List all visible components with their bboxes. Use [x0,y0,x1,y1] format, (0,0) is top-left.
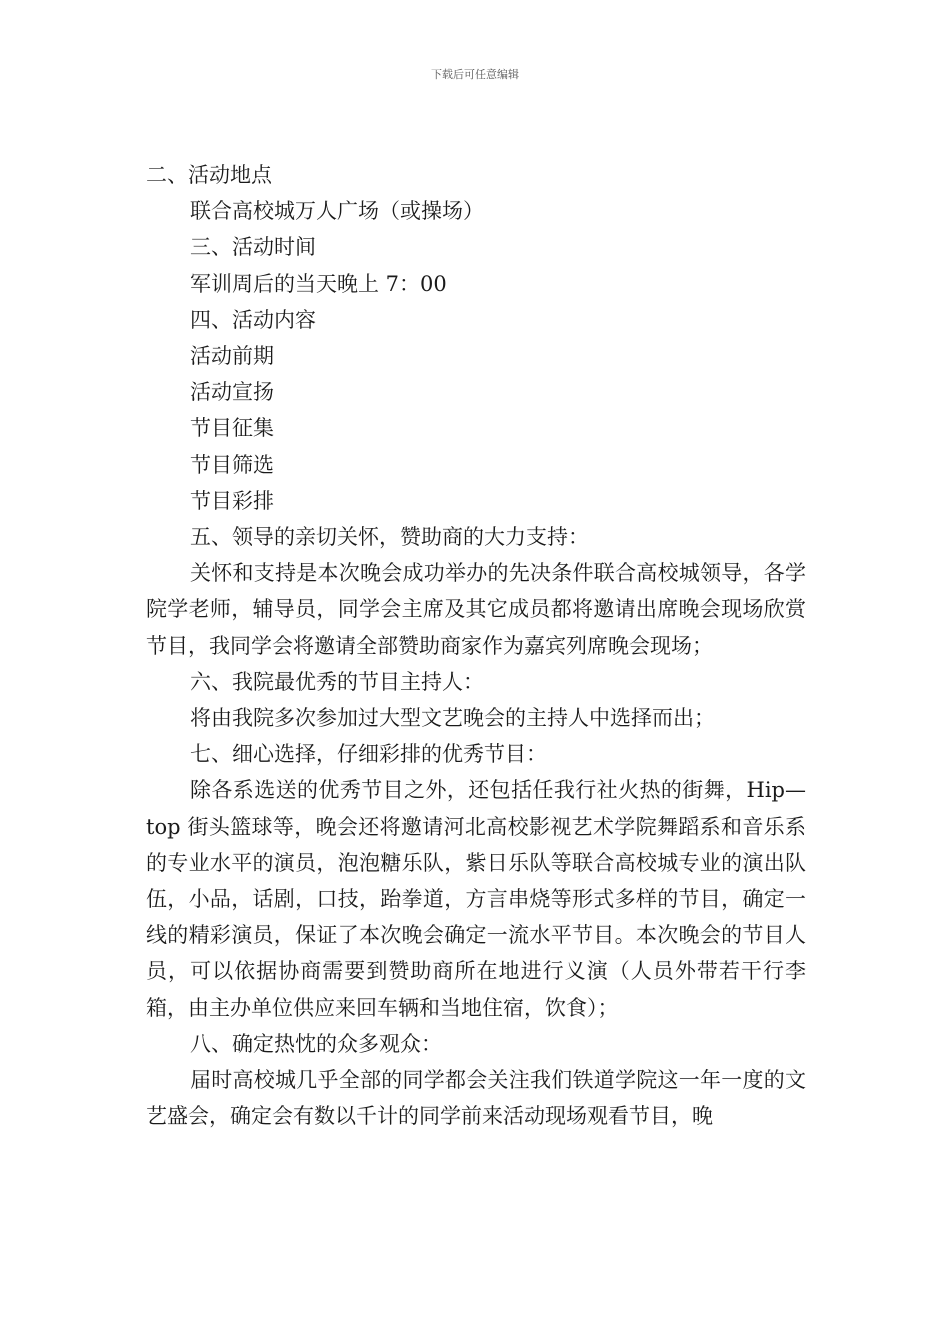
location-text: 联合高校城万人广场（或操场） [190,199,484,224]
audience-paragraph: 届时高校城几乎全部的同学都会关注我们铁道学院这一年一度的文艺盛会，确定会有数以千计的同学前来活动现场观看节目，晚 [146,1068,806,1129]
document-body [146,157,806,1134]
content-item: 活动宣扬 [190,380,274,405]
heading-programs: 七、细心选择，仔细彩排的优秀节目： [190,742,547,767]
programs-paragraph: 除各系选送的优秀节目之外，还包括任我行社火热的街舞，Hip—top 街头篮球等，晚会还将邀请河北高校影视艺术学院舞蹈系和音乐系的专业水平的演员，泡泡糖乐队，紫日乐队等联合高校城专业的演出队伍，小品，话剧，口技，跆拳道，方言串烧等形式多样的节目，确定一线的精彩演员，保证了本次晚会确定一流水平节目。本次晚会的节目人员，可以依据协商需要到赞助商所在地进行义演（人员外带若干行李箱，由主办单位供应来回车辆和当地住宿，饮食）； [146,778,806,1020]
content-item: 节目筛选 [190,452,274,477]
heading-host: 六、我院最优秀的节目主持人： [190,669,484,694]
host-text: 将由我院多次参加过大型文艺晚会的主持人中选择而出； [190,706,715,731]
heading-location: 二、活动地点 [146,163,272,187]
time-text: 军训周后的当天晚上 7：00 [190,271,447,296]
heading-content: 四、活动内容 [190,307,316,332]
heading-support: 五、领导的亲切关怀，赞助商的大力支持： [190,525,589,550]
page-header: 下载后可任意编辑 [431,68,519,81]
heading-audience: 八、确定热忱的众多观众： [190,1031,442,1056]
content-item: 活动前期 [190,344,274,369]
support-paragraph: 关怀和支持是本次晚会成功举办的先决条件联合高校城领导，各学院学老师，辅导员，同学会主席及其它成员都将邀请出席晚会现场欣赏节目，我同学会将邀请全部赞助商家作为嘉宾列席晚会现场； [146,561,806,658]
heading-time: 三、活动时间 [190,235,316,260]
content-item: 节目彩排 [190,488,274,513]
content-item: 节目征集 [190,416,274,441]
